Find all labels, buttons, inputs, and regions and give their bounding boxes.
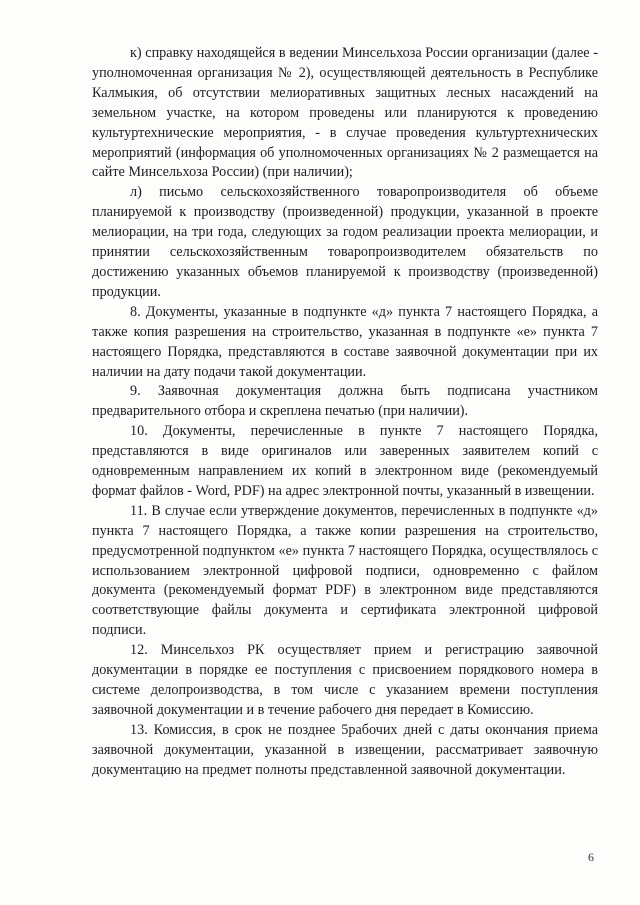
paragraph-12: 12. Минсельхоз РК осуществляет прием и регистрацию заявочной документации в порядке ее поступления с присвоением порядкового номера в системе делопроизводства, в том числе с указанием времени поступления заявочной документации и в течение рабочего дня передает в Комиссию. (92, 642, 598, 718)
paragraph-11: 11. В случае если утверждение документов, перечисленных в подпункте «д» пункта 7 настоящего Порядка, а также копии разрешения на строительство, предусмотренной подпунктом «е» пункта 7 настоящего Порядка, осуществлялось с использованием электронной цифровой подписи, одновременно с файлом документа (рекомендуемый формат PDF) в электронном виде представляются соответствующие файлы документа и сертификата электронной цифровой подписи. (92, 502, 598, 639)
paragraph-k: к) справку находящейся в ведении Минсельхоза России организации (далее - уполномоченная организация № 2), осуществляющей деятельность в Республике Калмыкия, об отсутствии мелиоративных защитных лесных насаждений на земельном участке, на котором проведены или планируются к проведению культуртехнические мероприятия, - в случае проведения культуртехнических мероприятий (информация об уполномоченных организациях № 2 размещается на сайте Минсельхоза России) (при наличии); (92, 45, 598, 181)
paragraph-13: 13. Комиссия, в срок не позднее 5рабочих дней с даты окончания приема заявочной документации, указанной в извещении, рассматривает заявочную документацию на предмет полноты представленной заявочной документации. (92, 721, 598, 778)
paragraph-l: л) письмо сельскохозяйственного товаропроизводителя об объеме планируемой к производству (произведенной) продукции, указанной в проекте мелиорации, на три года, следующих за годом реализации проекта мелиорации, и принятии сельскохозяйственным товаропроизводителем обязательств по достижению указанных объемов планируемой к производству (произведенной) продукции. (92, 184, 598, 300)
paragraph-10: 10. Документы, перечисленные в пункте 7 настоящего Порядка, представляются в виде оригиналов или заверенных заявителем копий с одновременным направлением их копий в электронном виде (рекомендуемый формат файлов - Word, PDF) на адрес электронной почты, указанный в извещении. (92, 423, 598, 499)
document-body (92, 44, 598, 781)
paragraph-8: 8. Документы, указанные в подпункте «д» пункта 7 настоящего Порядка, а также копия разрешения на строительство, указанная в подпункте «е» пункта 7 настоящего Порядка, представляются в составе заявочной документации при их наличии на дату подачи такой документации. (92, 303, 598, 380)
page-number: 6 (588, 850, 594, 864)
paragraph-9: 9. Заявочная документация должна быть подписана участником предварительного отбора и скреплена печатью (при наличии). (92, 383, 598, 420)
